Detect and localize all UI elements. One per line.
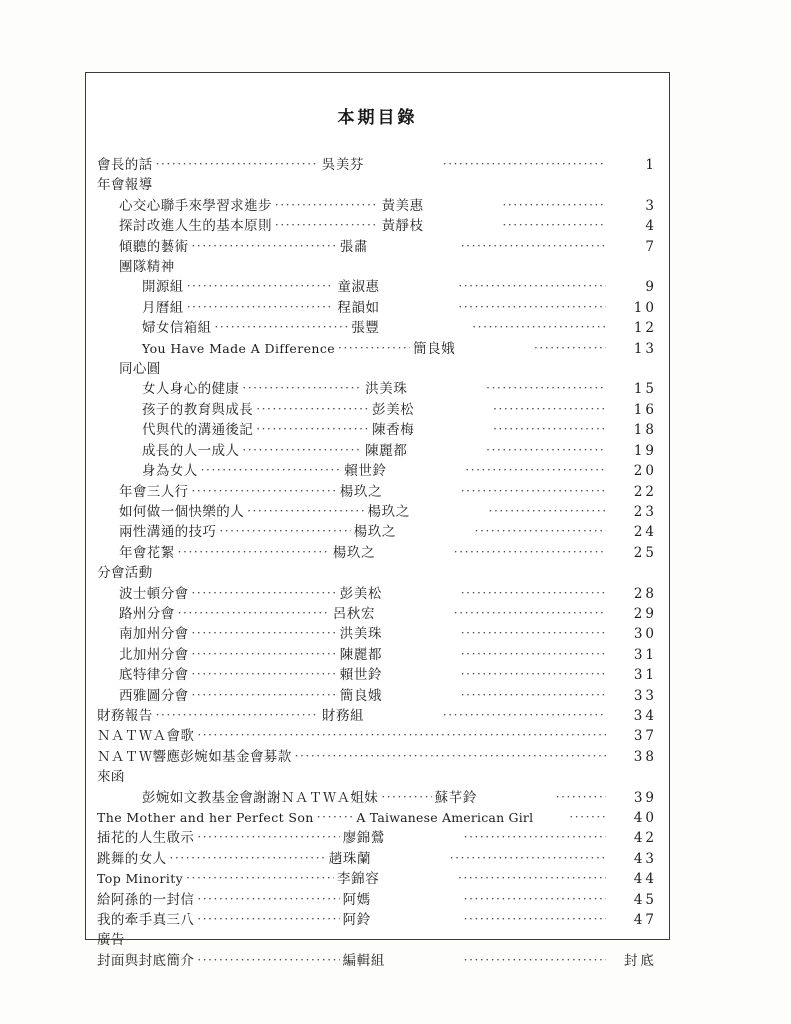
leader-dots <box>256 419 369 439</box>
toc-entry-author: 簡良娥 <box>413 340 456 357</box>
toc-entry-label: 心交心聯手來學習求進步 <box>119 197 272 214</box>
leader-dots <box>170 848 326 868</box>
toc-entry-author: 阿媽 <box>342 891 371 908</box>
leader-dots-trailing <box>461 481 606 501</box>
leader-dots-trailing <box>461 685 606 705</box>
toc-entry-author: 賴世鈴 <box>339 667 383 684</box>
toc-entry-page-number: 39 <box>633 789 657 806</box>
leader-dots-trailing <box>454 603 606 623</box>
toc-entry-page-number: 31 <box>633 667 657 684</box>
toc-entry <box>97 277 657 297</box>
toc-entry-page-number: 23 <box>633 503 657 520</box>
toc-entry-page-number: 45 <box>633 891 657 908</box>
toc-entry-author: 陳麗都 <box>365 442 408 459</box>
toc-entry-page-number: 24 <box>633 524 657 541</box>
leader-dots <box>338 338 410 358</box>
toc-entry-title-cell <box>97 706 153 726</box>
toc-entry-title-cell <box>97 604 175 624</box>
toc-entry-author: A Taiwanese American Girl <box>356 810 534 825</box>
toc-entry-label: 開源組 <box>142 279 184 296</box>
leader-dots <box>178 603 330 623</box>
toc-entry-author: 財務組 <box>321 707 365 724</box>
toc-entry-page-number: 4 <box>645 218 657 235</box>
toc-entry-label: 代與代的溝通後記 <box>142 422 254 439</box>
toc-entry-page-number: 13 <box>633 340 657 357</box>
toc-entry-author: 陳香梅 <box>372 422 415 439</box>
leader-dots-trailing <box>502 195 606 215</box>
toc-entry <box>97 890 657 910</box>
toc-entry <box>97 828 657 848</box>
leader-dots-trailing <box>465 460 606 480</box>
toc-entry-title-cell <box>97 747 292 767</box>
toc-entry-author: 洪美珠 <box>339 626 383 643</box>
toc-entry-label: 會長的話 <box>97 157 153 173</box>
leader-dots-trailing <box>475 521 606 541</box>
toc-list <box>97 155 657 971</box>
toc-entry <box>97 237 657 257</box>
toc-entry-page-number: 7 <box>645 238 657 255</box>
toc-entry-title-cell <box>97 828 194 848</box>
toc-entry-title-cell <box>97 726 194 746</box>
toc-entry-title-cell <box>97 645 189 665</box>
page-title: 本期目錄 <box>337 108 418 128</box>
toc-entry <box>97 155 657 175</box>
toc-entry-page-number: 16 <box>633 401 657 418</box>
content-frame <box>85 72 670 969</box>
leader-dots-trailing <box>472 317 606 337</box>
leader-dots <box>197 725 400 745</box>
leader-dots <box>192 583 337 603</box>
leader-dots <box>192 236 337 256</box>
toc-entry-author: 張肅 <box>339 238 368 255</box>
toc-entry <box>97 400 657 420</box>
toc-entry-author: 編輯組 <box>342 952 385 969</box>
leader-dots <box>186 868 334 888</box>
toc-entry-author: 黃靜枝 <box>381 218 424 235</box>
toc-entry-label: 西雅圖分會 <box>119 687 189 704</box>
toc-entry <box>97 665 657 685</box>
toc-entry <box>97 849 657 869</box>
toc-entry-author: 楊玖之 <box>339 483 383 500</box>
toc-entry-title-cell <box>97 808 314 828</box>
leader-dots <box>201 460 342 480</box>
toc-entry-page-number: 9 <box>645 279 657 296</box>
leader-dots-trailing <box>461 644 606 664</box>
toc-entry-author: 李錦容 <box>337 871 380 888</box>
toc-entry-label: 波士頓分會 <box>119 585 189 602</box>
toc-entry-author: 簡良娥 <box>339 687 383 704</box>
leader-dots-trailing <box>464 827 606 847</box>
leader-dots <box>156 154 319 174</box>
toc-entry-label: ＮＡＴＷ響應彭婉如基金會募款 <box>97 748 292 765</box>
leader-dots-trailing <box>458 868 606 888</box>
toc-entry-author: 趙珠蘭 <box>328 850 372 867</box>
toc-entry-page-number: 43 <box>633 850 657 867</box>
leader-dots <box>247 501 364 521</box>
toc-entry-page-number: 44 <box>633 871 657 888</box>
toc-entry-label: 年會報導 <box>97 177 153 194</box>
toc-entry-label: 傾聽的藝術 <box>119 238 189 255</box>
toc-entry <box>97 624 657 644</box>
leader-dots-trailing <box>450 848 606 868</box>
toc-entry-label: 月曆組 <box>142 299 184 316</box>
toc-entry-page-number: 28 <box>633 585 657 602</box>
leader-dots <box>156 705 319 725</box>
leader-dots-trailing <box>461 236 606 256</box>
toc-entry-page-number: 31 <box>633 646 657 663</box>
toc-entry-title-cell <box>97 155 153 175</box>
toc-entry-title-cell <box>97 277 184 297</box>
leader-dots <box>197 909 339 929</box>
leader-dots <box>178 542 330 562</box>
leader-dots-trailing <box>458 297 606 317</box>
toc-entry-author: 洪美珠 <box>365 381 408 398</box>
leader-dots <box>187 297 335 317</box>
toc-entry-label: 插花的人生啟示 <box>97 830 195 847</box>
toc-entry-label: 跳舞的女人 <box>97 850 167 867</box>
toc-entry <box>97 788 657 808</box>
toc-entry <box>97 379 657 399</box>
toc-entry-title-cell <box>97 461 198 481</box>
toc-section-heading <box>97 359 657 379</box>
leader-dots-trailing <box>493 419 606 439</box>
toc-entry-label: 孩子的教育與成長 <box>142 401 254 418</box>
leader-dots-trailing <box>458 276 606 296</box>
leader-dots-trailing <box>464 909 606 929</box>
toc-entry-page-number: 3 <box>645 197 657 214</box>
leader-dots-trailing <box>502 215 606 235</box>
leader-dots <box>215 317 349 337</box>
leader-dots-trailing <box>461 664 606 684</box>
toc-entry <box>97 706 657 726</box>
toc-entry-title-cell <box>97 237 189 257</box>
leader-dots-trailing <box>403 725 606 745</box>
leader-dots <box>317 807 354 827</box>
leader-dots <box>192 644 337 664</box>
leader-dots-trailing <box>464 889 606 909</box>
toc-entry-title-cell <box>97 257 175 277</box>
toc-entry-page-number: 37 <box>633 728 657 745</box>
toc-entry-label: 兩性溝通的技巧 <box>119 524 217 541</box>
toc-entry-page-number: 18 <box>633 422 657 439</box>
leader-dots <box>275 195 379 215</box>
toc-entry-title-cell <box>97 686 189 706</box>
toc-entry-title-cell <box>97 951 194 971</box>
toc-entry-page-number: 38 <box>633 748 657 765</box>
toc-entry-author: 陳麗都 <box>339 646 383 663</box>
toc-entry <box>97 543 657 563</box>
leader-dots-trailing <box>464 950 606 970</box>
toc-entry-label: Top Minority <box>97 871 184 887</box>
toc-entry-page-number: 19 <box>633 442 657 459</box>
leader-dots <box>192 623 337 643</box>
toc-entry <box>97 522 657 542</box>
toc-entry-title-cell <box>97 339 335 359</box>
toc-entry-title-cell <box>97 359 161 379</box>
toc-entry <box>97 461 657 481</box>
toc-entry-page-number: 22 <box>633 483 657 500</box>
leader-dots <box>242 440 362 460</box>
toc-entry-page-number: 34 <box>633 707 657 724</box>
leader-dots <box>192 664 337 684</box>
leader-dots <box>256 399 369 419</box>
leader-dots <box>187 276 335 296</box>
toc-entry <box>97 869 657 889</box>
toc-entry-title-cell <box>97 379 239 399</box>
toc-entry-title-cell <box>97 522 216 542</box>
toc-entry-label: 我的牽手真三八 <box>97 912 195 929</box>
toc-entry <box>97 339 657 359</box>
toc-entry <box>97 584 657 604</box>
toc-entry-page-number: 29 <box>633 605 657 622</box>
toc-entry <box>97 298 657 318</box>
toc-entry-title-cell <box>97 563 153 583</box>
toc-entry-title-cell <box>97 930 125 950</box>
toc-entry-page-number: 30 <box>633 626 657 643</box>
leader-dots-trailing <box>486 378 606 398</box>
toc-entry-page-number: 封底 <box>624 952 657 969</box>
toc-entry-label: 底特律分會 <box>119 667 189 684</box>
toc-entry-label: 給阿孫的一封信 <box>97 891 195 908</box>
leader-dots-trailing <box>461 623 606 643</box>
toc-entry-label: 婦女信箱組 <box>142 320 212 337</box>
leader-dots-trailing <box>556 787 606 807</box>
toc-entry-label: 來函 <box>97 769 125 786</box>
leader-dots-trailing <box>493 399 606 419</box>
toc-entry-label: 年會花絮 <box>119 544 175 561</box>
toc-entry-label: 成長的人一成人 <box>142 442 240 459</box>
toc-entry-page-number: 20 <box>633 463 657 480</box>
toc-entry-author: 楊玖之 <box>353 524 396 541</box>
toc-entry-label: 身為女人 <box>142 463 198 480</box>
toc-entry-author: 吳美芬 <box>321 157 365 173</box>
toc-entry <box>97 726 657 746</box>
toc-entry-author: 呂秋宏 <box>332 605 376 622</box>
toc-section-heading <box>97 767 657 787</box>
toc-entry-label: 探討改進人生的基本原則 <box>119 218 272 235</box>
toc-entry <box>97 910 657 930</box>
toc-entry-title-cell <box>97 216 272 236</box>
leader-dots-trailing <box>486 440 606 460</box>
toc-entry-label: 南加州分會 <box>119 626 189 643</box>
toc-entry-label: 女人身心的健康 <box>142 381 240 398</box>
toc-entry-label: 如何做一個快樂的人 <box>119 503 245 520</box>
toc-entry-title-cell <box>97 441 239 461</box>
leader-dots <box>197 889 339 909</box>
toc-entry-title-cell <box>97 767 125 787</box>
toc-entry-page-number: 12 <box>633 320 657 337</box>
leader-dots <box>381 787 431 807</box>
toc-entry-page-number: 40 <box>633 810 657 826</box>
toc-entry-label: 同心圓 <box>119 361 161 378</box>
toc-entry-title-cell <box>97 196 272 216</box>
leader-dots-trailing <box>443 705 606 725</box>
leader-dots-trailing <box>452 746 606 766</box>
toc-entry-title-cell <box>97 502 244 522</box>
leader-dots <box>295 746 449 766</box>
toc-entry-author: 廖錦鶯 <box>342 830 385 847</box>
toc-entry-title-cell <box>97 543 175 563</box>
toc-section-heading <box>97 257 657 277</box>
toc-entry-title-cell <box>97 665 189 685</box>
toc-entry-page-number: 33 <box>633 687 657 704</box>
toc-entry-label: 團隊精神 <box>119 259 175 276</box>
leader-dots <box>197 827 339 847</box>
leader-dots <box>242 378 362 398</box>
toc-section-heading <box>97 930 657 950</box>
toc-entry-author: 阿鈴 <box>342 912 371 929</box>
toc-entry-title-cell <box>97 788 378 808</box>
toc-entry-author: 彭美松 <box>339 585 383 602</box>
toc-entry-author: 程韻如 <box>337 299 380 316</box>
toc-entry-label: The Mother and her Perfect Son <box>97 810 314 825</box>
toc-entry-label: 廣告 <box>97 932 125 949</box>
toc-entry <box>97 216 657 236</box>
toc-entry <box>97 196 657 216</box>
toc-entry-author: 賴世鈴 <box>344 463 387 480</box>
toc-entry-label: 路州分會 <box>119 605 175 622</box>
toc-entry-label: 彭婉如文教基金會謝謝ＮＡＴＷＡ姐妹 <box>142 789 379 806</box>
toc-entry-label: 財務報告 <box>97 707 153 724</box>
toc-entry-author: 蘇芊鈴 <box>434 789 477 806</box>
toc-entry-label: 年會三人行 <box>119 483 189 500</box>
toc-entry-title-cell <box>97 420 253 440</box>
leader-dots <box>197 950 339 970</box>
toc-entry <box>97 747 657 767</box>
toc-entry-page-number: 42 <box>633 830 657 847</box>
toc-entry-label: ＮＡＴＷＡ會歌 <box>97 728 195 745</box>
toc-entry <box>97 502 657 522</box>
toc-entry-title-cell <box>97 584 189 604</box>
toc-entry <box>97 441 657 461</box>
toc-entry <box>97 808 657 828</box>
toc-entry-title-cell <box>97 890 194 910</box>
toc-entry-title-cell <box>97 318 212 338</box>
toc-entry-title-cell <box>97 298 184 318</box>
toc-entry-author: 張豐 <box>351 320 380 337</box>
leader-dots-trailing <box>454 542 606 562</box>
toc-entry-title-cell <box>97 910 194 930</box>
leader-dots <box>275 215 379 235</box>
toc-entry-title-cell <box>97 482 189 502</box>
leader-dots <box>192 685 337 705</box>
toc-entry <box>97 482 657 502</box>
toc-entry-title-cell <box>97 849 167 869</box>
toc-entry-author: 黃美惠 <box>381 197 424 214</box>
toc-entry-label: 北加州分會 <box>119 646 189 663</box>
leader-dots-trailing <box>443 154 606 174</box>
toc-entry-author: 童淑惠 <box>337 279 380 296</box>
leader-dots <box>219 521 350 541</box>
toc-entry-author: 楊玖之 <box>332 544 376 561</box>
toc-entry-page-number: 15 <box>633 381 657 398</box>
toc-entry-title-cell <box>97 624 189 644</box>
toc-entry-author: 彭美松 <box>372 401 415 418</box>
leader-dots-trailing <box>489 501 606 521</box>
toc-entry-label: 分會活動 <box>97 565 153 582</box>
toc-section-heading <box>97 563 657 583</box>
toc-entry-author: 楊玖之 <box>367 503 410 520</box>
toc-entry-page-number: 47 <box>633 912 657 929</box>
toc-entry-page-number: 25 <box>633 544 657 561</box>
toc-section-heading <box>97 175 657 195</box>
toc-entry <box>97 686 657 706</box>
leader-dots-trailing <box>569 807 606 827</box>
toc-entry <box>97 645 657 665</box>
toc-entry-label: 封面與封底簡介 <box>97 952 195 969</box>
toc-entry <box>97 420 657 440</box>
toc-entry <box>97 604 657 624</box>
toc-entry-title-cell <box>97 869 183 889</box>
leader-dots <box>192 481 337 501</box>
toc-entry-page-number: 10 <box>633 299 657 316</box>
toc-entry-title-cell <box>97 400 253 420</box>
toc-entry-label: You Have Made A Difference <box>142 340 336 356</box>
leader-dots-trailing <box>461 583 606 603</box>
toc-entry-title-cell <box>97 175 153 195</box>
toc-entry-page-number: 1 <box>645 157 657 173</box>
toc-entry <box>97 318 657 338</box>
toc-entry <box>97 951 657 971</box>
leader-dots-trailing <box>534 338 606 358</box>
